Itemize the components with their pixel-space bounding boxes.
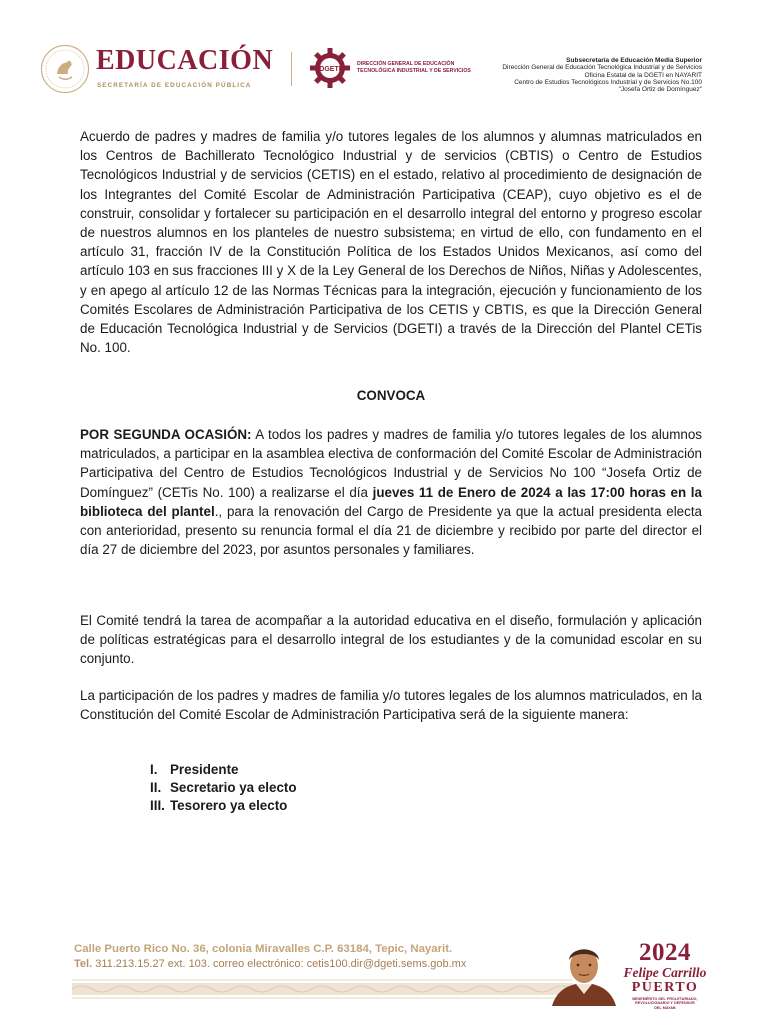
convoca-heading: CONVOCA [356, 388, 426, 403]
email-label: correo electrónico: [209, 958, 304, 970]
list-item [150, 797, 297, 815]
convocation-paragraph [80, 425, 702, 559]
institution-line-1: Subsecretaría de Educación Media Superior [566, 57, 702, 64]
dgeti-logo-text [357, 61, 471, 74]
header-divider [291, 52, 292, 86]
phone-number: 311.213.15.27 ext. 103. [92, 958, 210, 970]
committee-task-paragraph: El Comité tendrá la tarea de acompañar a la autoridad educativa en el diseño, formulación y aplicación de políticas estratégicas para el desarrollo integral de los estudiantes y de la comunidad escolar en su conjunto. [80, 613, 702, 667]
logo-caption-line: REVOLUCIONARIO Y DEFENSOR [635, 1001, 695, 1006]
institution-info [502, 57, 702, 93]
list-item [150, 761, 297, 779]
svg-text:DGETI: DGETI [319, 66, 341, 73]
role-number: III. [150, 798, 165, 814]
footer-address: Calle Puerto Rico No. 36, colonia Miravalles C.P. 63184, Tepic, Nayarit. [74, 943, 453, 955]
convocation-text-2: ., para la renovación del Cargo de Presidente ya que la actual presidenta electa con anterioridad, presento su renuncia formal el día 21 de diciembre y recibido por parte del director el día 27 de diciembre del 2023, por asuntos personales y familiares. [80, 503, 702, 558]
felipe-carrillo-puerto-portrait-icon [548, 934, 620, 1006]
dgeti-line-1: DIRECCIÓN GENERAL DE EDUCACIÓN [357, 61, 455, 67]
education-logo-title: EDUCACIÓN [96, 45, 274, 76]
list-item [150, 779, 297, 797]
institution-line-5: "Josefa Ortiz de Domínguez" [618, 86, 702, 94]
role-number: II. [150, 780, 162, 796]
logo-caption-line: DEL MAYAB [654, 1005, 676, 1010]
institution-line-2: Dirección General de Educación Tecnológica Industrial y de Servicios [502, 64, 702, 72]
intro-paragraph: Acuerdo de padres y madres de familia y/o tutores legales de los alumnos y alumnas matriculados en los Centros de Bachillerato Tecnológico Industrial y de servicios (CBTIS) o Centro de Estudios Tecnológicos Industrial y de servicios (CETIS) en el estado, relativo al procedimiento de designación de los Integrantes del Comité Escolar de Administración Participativa (CEAP), cuyo objetivo es el de construir, consolidar y fortalecer su participación en el desarrollo integral del entorno y progreso escolar de nuestros alumnos en los planteles de nuestro subsistema; en virtud de ello, con fundamento en el artículo 31, fracción IV de la Constitución Política de los Estados Unidos Mexicanos, así como del artículo 103 en sus fracciones III y X de la Ley General de los Derechos de Niños, Niñas y Adolescentes, y en apego al artículo 12 de las Normas Técnicas para la integración, ejecución y funcionamiento de los Comités Escolares de Administración Participativa de los CETIS y CBTIS, es que la Dirección General de Educación Tecnológica Industrial y de Servicios (DGETI) a través de la Dirección del Plantel CETis No. 100. [80, 129, 702, 356]
institution-line-3: Oficina Estatal de la DGETI en NAYARIT [584, 71, 702, 79]
role-label: Presidente [170, 762, 239, 777]
dgeti-line-2: TECNOLÓGICA INDUSTRIAL Y DE SERVICIOS [357, 67, 471, 74]
role-label: Secretario ya electo [170, 780, 297, 796]
decorative-footer-band [72, 976, 572, 1002]
meeting-date-text: jueves 11 de Enero de 2024 a las 17:00 horas en la biblioteca del plantel [80, 484, 702, 519]
logo-year: 2024 [639, 939, 691, 966]
role-label: Tesorero ya electo [170, 798, 288, 814]
mexico-coat-of-arms-icon [40, 44, 90, 94]
logo-caption-line: BENEMÉRITO DEL PROLETARIADO, [632, 997, 698, 1001]
participation-paragraph: La participación de los padres y madres de familia y/o tutores legales de los alumnos matriculados, en la Constitución del Comité Escolar de Administración Participativa será de la siguiente manera: [80, 688, 702, 723]
felipe-carrillo-puerto-2024-logo [620, 940, 710, 1010]
roles-list [150, 761, 297, 816]
letterhead [0, 0, 768, 110]
phone-label: Tel. [74, 958, 93, 970]
role-number: I. [150, 762, 158, 777]
convocation-text-1: A todos los padres y madres de familia y/o tutores legales de los alumnos matriculados, a participar en la asamblea electiva de conformación del Comité Escolar de Administración Participativa del Centro de Estudios Tecnológicos Industrial y de Servicios No 100 “Josefa Ortiz de Domínguez” (CETis No. 100) a realizarse el día [80, 427, 702, 500]
footer-contact [74, 957, 466, 972]
logo-name-line-2: PUERTO [631, 980, 699, 995]
email-address: cetis100.dir@dgeti.sems.gob.mx [303, 958, 467, 970]
logo-caption [620, 997, 710, 1010]
dgeti-gear-logo-icon [308, 46, 352, 90]
logo-name-line-1: Felipe Carrillo [623, 965, 707, 980]
institution-line-4: Centro de Estudios Tecnológicos Industrial y de Servicios No.100 [514, 78, 702, 86]
convocation-lead: POR SEGUNDA OCASIÓN: [80, 427, 252, 442]
education-logo-subtitle: SECRETARÍA DE EDUCACIÓN PÚBLICA [97, 82, 252, 89]
